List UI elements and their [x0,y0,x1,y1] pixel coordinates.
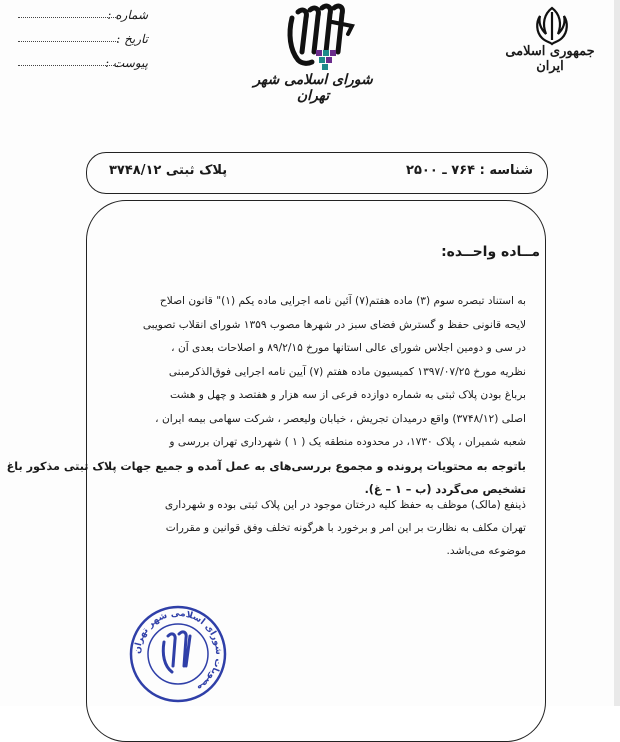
body-line: نظریه مورخ ۱۳۹۷/۰۷/۲۵ کمیسیون ماده هفتم (۷) آیین نامه اجرایی فوق‌الذکرمبنی [168,365,526,378]
iran-emblem-icon [530,6,574,46]
shenaseh-value: ۷۶۴ ـ ۲۵۰۰ [406,163,476,178]
seal-text: مصوبات شورای اسلامی شهر تهران [132,608,224,693]
article-heading: مــاده واحــده: [441,244,540,260]
svg-text:مصوبات شورای اسلامی شهر تهران [133,609,223,693]
plak-label: پلاک ثبتی [165,163,228,178]
council-label: شورای اسلامی شهر تهران [253,72,373,104]
attachment-dotted-line [18,65,118,66]
date-label: تاریخ : [116,32,148,46]
government-label: جمهوری اسلامی ایران [505,44,595,74]
main-paragraph [6,290,526,502]
body-line: اصلی (۳۷۴۸/۱۲) واقع درمیدان تجریش ، خیابان ولیعصر ، شرکت سهامی بیمه ایران ، [155,412,526,425]
attachment-label: پیوست : [105,56,148,70]
plak [109,163,227,178]
shenaseh-label: شناسه : [479,163,533,178]
body-line: ذینفع (مالک) موظف به حفظ کلیه درختان موجود در این پلاک ثبتی بوده و شهرداری [164,499,526,511]
body-line: لایحه قانونی حفظ و گسترش فضای سبز در شهرها مصوب ۱۳۵۹ شورای انقلاب تصویبی [142,318,526,331]
identifier-frame [86,152,548,194]
body-line: تهران مکلف به نظارت بر این امر و برخورد با هرگونه تخلف وفق قوانین و مقررات [165,522,526,534]
scan-edge [614,0,620,706]
body-line-bold: باتوجه به محتویات پرونده و مجموع بررسی‌های به عمل آمده و جمیع جهات پلاک ثبتی مذکور باغ [6,459,526,473]
attachment-field [18,56,148,72]
number-field [18,8,148,24]
body-line: موضوعه می‌باشد. [446,545,526,557]
body-line: برباغ بودن پلاک ثبتی به شماره دوازده فرعی از سه هزار و هفتصد و چهل و هشت [170,389,526,401]
tehran-council-logo [262,4,372,74]
council-seal-stamp [128,604,228,704]
body-line: در سی و دومین اجلاس شورای عالی استانها مورخ ۸۹/۲/۱۵ و اصلاحات بعدی آن ، [171,342,526,354]
second-paragraph [110,494,526,563]
number-label: شماره : [107,8,148,22]
body-line-bold: تشخیص می‌گردد (ب – ۱ – غ). [364,483,526,496]
body-line: شعبه شمیران ، پلاک ۱۷۳۰، در محدوده منطقه یک ( ۱ ) شهرداری تهران بررسی و [169,436,526,448]
plak-value: ۳۷۴۸/۱۲ [109,163,162,178]
date-dotted-line [18,41,118,42]
shenaseh [406,163,533,178]
date-field [18,32,148,48]
body-line: به استناد تبصره سوم (۳) ماده هفتم(۷) آئین نامه اجرایی ماده یکم (۱)" قانون اصلاح [159,295,526,307]
number-dotted-line [18,17,118,18]
